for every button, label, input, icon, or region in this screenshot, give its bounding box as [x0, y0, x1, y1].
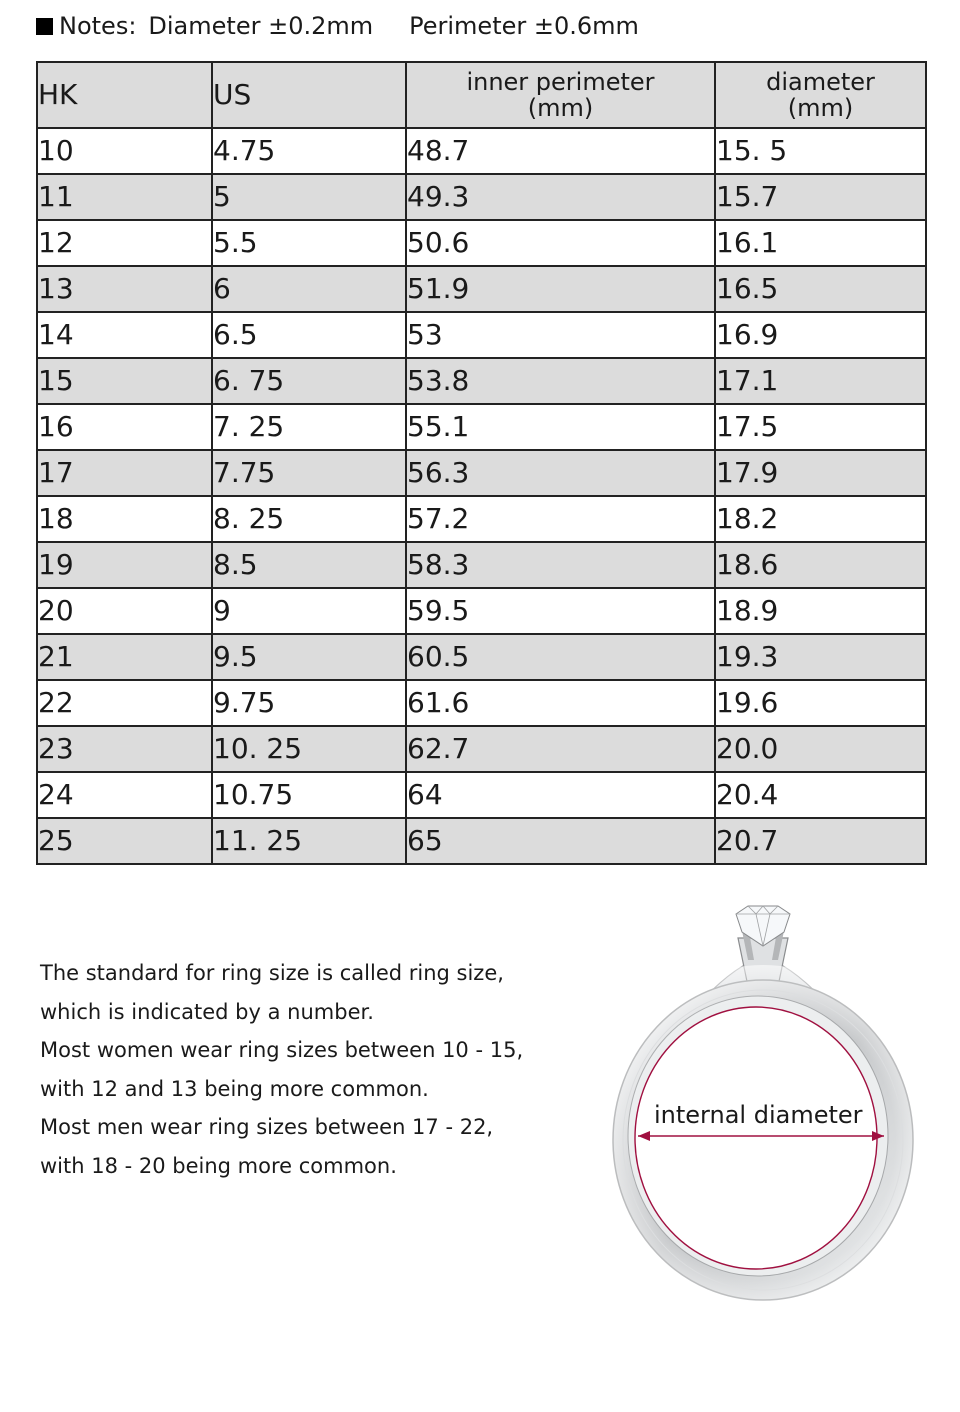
cell-inner-perimeter: 56.3	[406, 450, 715, 496]
description-line: Most women wear ring sizes between 10 - 15,	[40, 1038, 524, 1063]
cell-us: 10. 25	[212, 726, 406, 772]
cell-diameter: 20.7	[715, 818, 926, 864]
cell-diameter: 18.9	[715, 588, 926, 634]
cell-hk: 22	[37, 680, 212, 726]
header-inner-perimeter	[406, 62, 715, 128]
notes-line	[36, 10, 639, 42]
cell-diameter: 20.4	[715, 772, 926, 818]
table-row	[37, 266, 926, 312]
cell-hk: 15	[37, 358, 212, 404]
table-row	[37, 542, 926, 588]
cell-us: 8. 25	[212, 496, 406, 542]
header-perimeter-unit: (mm)	[527, 94, 594, 122]
cell-inner-perimeter: 49.3	[406, 174, 715, 220]
cell-us: 11. 25	[212, 818, 406, 864]
cell-hk: 25	[37, 818, 212, 864]
cell-diameter: 18.6	[715, 542, 926, 588]
cell-hk: 24	[37, 772, 212, 818]
table-row	[37, 496, 926, 542]
notes-prefix: Notes:	[59, 12, 137, 40]
cell-diameter: 17.5	[715, 404, 926, 450]
cell-us: 6.5	[212, 312, 406, 358]
table-row	[37, 174, 926, 220]
ring-size-table	[36, 61, 927, 865]
table-row	[37, 818, 926, 864]
cell-inner-perimeter: 61.6	[406, 680, 715, 726]
cell-hk: 14	[37, 312, 212, 358]
cell-inner-perimeter: 48.7	[406, 128, 715, 174]
ring-size-description	[40, 954, 580, 1186]
cell-hk: 18	[37, 496, 212, 542]
cell-inner-perimeter: 57.2	[406, 496, 715, 542]
cell-us: 4.75	[212, 128, 406, 174]
cell-hk: 19	[37, 542, 212, 588]
cell-hk: 11	[37, 174, 212, 220]
cell-us: 5.5	[212, 220, 406, 266]
cell-inner-perimeter: 53.8	[406, 358, 715, 404]
cell-hk: 21	[37, 634, 212, 680]
cell-diameter: 16.9	[715, 312, 926, 358]
cell-inner-perimeter: 51.9	[406, 266, 715, 312]
cell-hk: 16	[37, 404, 212, 450]
header-diameter	[715, 62, 926, 128]
cell-hk: 12	[37, 220, 212, 266]
description-line: The standard for ring size is called ring size,	[40, 961, 504, 985]
cell-inner-perimeter: 55.1	[406, 404, 715, 450]
table-row	[37, 772, 926, 818]
header-perimeter-label: inner perimeter	[466, 68, 655, 96]
header-diameter-unit: (mm)	[787, 94, 854, 122]
cell-diameter: 17.1	[715, 358, 926, 404]
cell-diameter: 19.6	[715, 680, 926, 726]
table-row	[37, 450, 926, 496]
cell-us: 8.5	[212, 542, 406, 588]
header-us: US	[212, 62, 406, 128]
cell-us: 5	[212, 174, 406, 220]
cell-hk: 10	[37, 128, 212, 174]
table-header-row	[37, 62, 926, 128]
cell-inner-perimeter: 50.6	[406, 220, 715, 266]
cell-inner-perimeter: 62.7	[406, 726, 715, 772]
ring-diagram	[598, 900, 928, 1310]
cell-hk: 13	[37, 266, 212, 312]
table-row	[37, 128, 926, 174]
cell-us: 7. 25	[212, 404, 406, 450]
table-row	[37, 726, 926, 772]
notes-perimeter-tolerance: Perimeter ±0.6mm	[409, 12, 639, 40]
cell-us: 9.5	[212, 634, 406, 680]
cell-inner-perimeter: 64	[406, 772, 715, 818]
cell-us: 6	[212, 266, 406, 312]
cell-diameter: 15.7	[715, 174, 926, 220]
table-row	[37, 404, 926, 450]
cell-hk: 23	[37, 726, 212, 772]
cell-inner-perimeter: 65	[406, 818, 715, 864]
cell-diameter: 19.3	[715, 634, 926, 680]
cell-inner-perimeter: 58.3	[406, 542, 715, 588]
table-row	[37, 312, 926, 358]
description-line: with 18 - 20 being more common.	[40, 1153, 397, 1178]
cell-diameter: 15. 5	[715, 128, 926, 174]
cell-hk: 20	[37, 588, 212, 634]
cell-diameter: 17.9	[715, 450, 926, 496]
cell-hk: 17	[37, 450, 212, 496]
cell-us: 7.75	[212, 450, 406, 496]
cell-us: 6. 75	[212, 358, 406, 404]
cell-us: 9	[212, 588, 406, 634]
table-row	[37, 358, 926, 404]
table-row	[37, 680, 926, 726]
square-bullet-icon	[36, 18, 53, 35]
table-row	[37, 588, 926, 634]
table-row	[37, 220, 926, 266]
table-row	[37, 634, 926, 680]
cell-diameter: 20.0	[715, 726, 926, 772]
cell-diameter: 16.1	[715, 220, 926, 266]
description-line: with 12 and 13 being more common.	[40, 1076, 429, 1101]
header-hk: HK	[37, 62, 212, 128]
description-line: which is indicated by a number.	[40, 999, 374, 1024]
cell-diameter: 18.2	[715, 496, 926, 542]
cell-diameter: 16.5	[715, 266, 926, 312]
notes-diameter-tolerance: Diameter ±0.2mm	[148, 12, 374, 40]
header-diameter-label: diameter	[766, 68, 875, 96]
cell-us: 9.75	[212, 680, 406, 726]
cell-inner-perimeter: 53	[406, 312, 715, 358]
internal-diameter-label: internal diameter	[654, 1101, 863, 1129]
cell-inner-perimeter: 60.5	[406, 634, 715, 680]
description-line: Most men wear ring sizes between 17 - 22,	[40, 1115, 494, 1140]
cell-inner-perimeter: 59.5	[406, 588, 715, 634]
cell-us: 10.75	[212, 772, 406, 818]
